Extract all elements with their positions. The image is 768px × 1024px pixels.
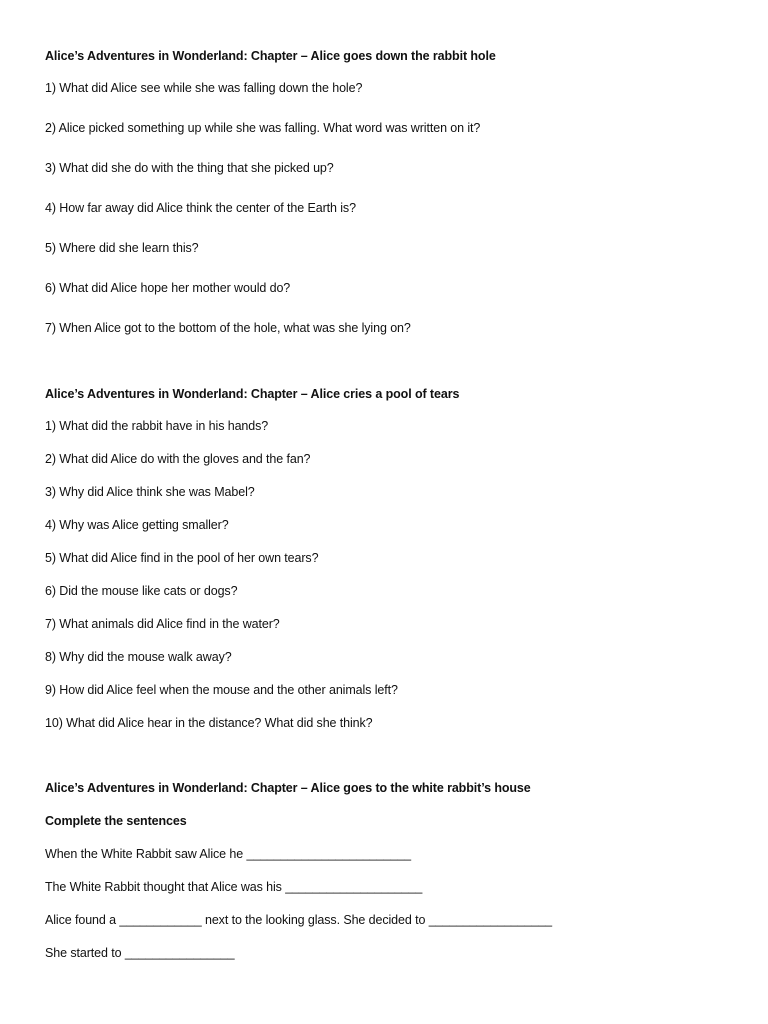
sentence-1	[45, 846, 411, 862]
section-2-question-5: 5) What did Alice find in the pool of her own tears?	[45, 551, 319, 565]
sentence-3-text-a: Alice found a	[45, 913, 120, 927]
section-2-question-9: 9) How did Alice feel when the mouse and the other animals left?	[45, 683, 398, 697]
sentence-1-blank[interactable]: ________________________	[246, 847, 411, 861]
section-2-question-8: 8) Why did the mouse walk away?	[45, 650, 232, 664]
sentence-3-blank-b[interactable]: __________________	[428, 913, 553, 927]
section-1-question-5: 5) Where did she learn this?	[45, 241, 199, 255]
section-1-question-1: 1) What did Alice see while she was falling down the hole?	[45, 81, 363, 95]
section-2-question-10: 10) What did Alice hear in the distance? What did she think?	[45, 716, 373, 730]
sentence-2-blank[interactable]: ____________________	[285, 880, 423, 894]
section-3-instruction: Complete the sentences	[45, 814, 187, 828]
section-3-title: Alice’s Adventures in Wonderland: Chapter – Alice goes to the white rabbit’s house	[45, 781, 531, 795]
section-2-question-4: 4) Why was Alice getting smaller?	[45, 518, 229, 532]
sentence-4-text: She started to	[45, 946, 125, 960]
section-2-question-6: 6) Did the mouse like cats or dogs?	[45, 584, 238, 598]
section-2-question-1: 1) What did the rabbit have in his hands?	[45, 419, 269, 433]
sentence-4-blank[interactable]: ________________	[124, 946, 235, 960]
sentence-2-text: The White Rabbit thought that Alice was his	[45, 880, 286, 894]
sentence-3-blank-a[interactable]: ____________	[119, 913, 202, 927]
section-2-title: Alice’s Adventures in Wonderland: Chapter – Alice cries a pool of tears	[45, 387, 460, 401]
sentence-4	[45, 945, 234, 961]
sentence-1-text: When the White Rabbit saw Alice he	[45, 847, 247, 861]
sentence-3	[45, 912, 552, 928]
section-2-question-3: 3) Why did Alice think she was Mabel?	[45, 485, 255, 499]
section-1-question-7: 7) When Alice got to the bottom of the hole, what was she lying on?	[45, 321, 411, 335]
section-2-question-7: 7) What animals did Alice find in the water?	[45, 617, 280, 631]
section-1-question-4: 4) How far away did Alice think the center of the Earth is?	[45, 201, 356, 215]
sentence-3-text-b: next to the looking glass. She decided to	[201, 913, 429, 927]
sentence-2	[45, 879, 422, 895]
section-2-question-2: 2) What did Alice do with the gloves and the fan?	[45, 452, 311, 466]
section-1-title: Alice’s Adventures in Wonderland: Chapter – Alice goes down the rabbit hole	[45, 49, 496, 63]
section-1-question-2: 2) Alice picked something up while she was falling. What word was written on it?	[45, 121, 481, 135]
section-1-question-3: 3) What did she do with the thing that she picked up?	[45, 161, 334, 175]
section-1-question-6: 6) What did Alice hope her mother would do?	[45, 281, 291, 295]
